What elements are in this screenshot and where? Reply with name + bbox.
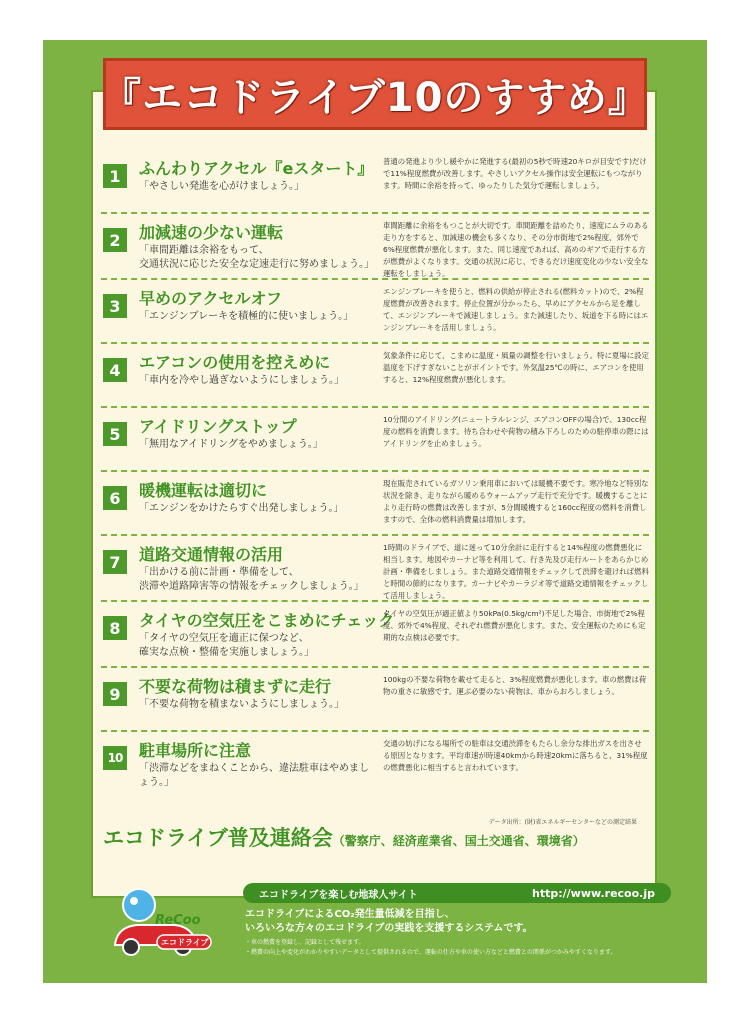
footer-note-1: ・車の燃費を登録し、記録として残せます。 xyxy=(245,939,365,946)
item-description: 交通の妨げになる場所での駐車は交通渋滞をもたらし余分な排出ガスを出させる原因となります。平均車速が時速40kmから時速20kmに落ちると、31%程度の燃費悪化に相当すると言われています。 xyxy=(383,739,648,772)
item-number: 3 xyxy=(103,294,127,318)
item-number: 10 xyxy=(103,746,127,770)
item-subtitle: 「タイヤの空気圧を適正に保つなど、 確実な点検・整備を実施しましょう。」 xyxy=(139,633,314,658)
site-banner[interactable] xyxy=(243,883,671,903)
footer-note-2: ・燃費の向上や変化がわかりやすいデータとして提供されるので、運転の仕方や車の使い方などと燃費との関係がつかみやすくなります。 xyxy=(245,949,617,956)
council-members: （警察庁、経済産業省、国土交通省、環境省） xyxy=(332,834,585,848)
footer-notes xyxy=(245,938,665,958)
recoo-logo xyxy=(101,883,221,963)
footer-line-1: エコドライブによるCO₂発生量低減を目指し、 xyxy=(245,909,455,920)
data-source-note: データ出所：(財)省エネルギーセンターなどの測定結果 xyxy=(488,819,637,826)
item-heading: 加減速の少ない運転 xyxy=(139,223,284,242)
item-heading: タイヤの空気圧をこまめにチェック xyxy=(139,611,395,630)
item-number: 6 xyxy=(103,486,127,510)
list-item xyxy=(101,408,649,472)
item-heading: アイドリングストップ xyxy=(139,417,297,436)
item-subtitle: 「車内を冷やし過ぎないようにしましょう。」 xyxy=(139,375,344,386)
item-description: エンジンブレーキを使うと、燃料の供給が停止される(燃料カット)ので、2%程度燃費が改善されます。停止位置が分かったら、早めにアクセルから足を離して、エンジンブレーキで減速しましょう。また減速したり、坂道を下る時にはエンジンブレーキを活用しましょう。 xyxy=(383,287,649,332)
item-description: 車間距離に余裕をもつことが大切です。車間距離を詰めたり、速度にムラのある走り方をすると、加減速の機会も多くなり、その分市街地で2%程度、郊外で6%程度燃費が悪化します。また、同じ速度であれば、高めのギアで走行する方が燃費がよくなります。交通の状況に応じ、できるだけ速度変化の少ない安全な運転をしましょう。 xyxy=(383,221,649,278)
item-subtitle: 「渋滞などをまねくことから、違法駐車はやめましょう。」 xyxy=(139,763,369,788)
item-subtitle: 「無用なアイドリングをやめましょう。」 xyxy=(139,439,323,450)
item-description: 現在販売されているガソリン乗用車においては暖機不要です。寒冷地など特別な状況を除き、走りながら暖めるウォームアップ走行で充分です。暖機することにより走行時の燃費は改善しますが、5分間暖機すると160cc程度の燃料を消費しますので、全体の燃料消費量は増加します。 xyxy=(383,479,649,524)
footer-description xyxy=(245,908,665,936)
item-heading: 暖機運転は適切に xyxy=(139,481,268,500)
list-item xyxy=(101,344,649,408)
list-item xyxy=(101,214,649,280)
item-subtitle: 「不要な荷物を積まないようにしましょう。」 xyxy=(139,699,344,710)
item-number: 2 xyxy=(103,228,127,252)
item-number: 4 xyxy=(103,358,127,382)
item-number: 9 xyxy=(103,682,127,706)
site-label: エコドライブを楽しむ地球人サイト xyxy=(259,889,418,901)
footer-line-2: いろいろな方々のエコドライブの実践を支援するシステムです。 xyxy=(245,923,533,934)
tips-list xyxy=(101,150,649,796)
item-number: 7 xyxy=(103,550,127,574)
list-item xyxy=(101,536,649,602)
item-description: 普通の発進より少し緩やかに発進する(最初の5秒で時速20キロが目安です)だけで11%程度燃費が改善します。やさしいアクセル操作は安全運転にもつながります。時間に余裕を持って、ゆったりした気分で運転しましょう。 xyxy=(383,157,647,190)
item-heading: 早めのアクセルオフ xyxy=(139,289,283,308)
item-heading: 不要な荷物は積まずに走行 xyxy=(139,677,332,696)
item-number: 5 xyxy=(103,422,127,446)
item-description: 100kgの不要な荷物を載せて走ると、3%程度燃費が悪化します。車の燃費は荷物の重さに敏感です。運ぶ必要のない荷物は、車からおろしましょう。 xyxy=(383,675,647,696)
item-subtitle: 「エンジンをかけたらすぐ出発しましょう。」 xyxy=(139,503,344,514)
item-heading: ふんわりアクセル『eスタート』 xyxy=(139,159,374,178)
item-description: 1時間のドライブで、道に迷って10分余計に走行すると14%程度の燃費悪化に相当します。地図やカーナビ等を利用して、行き先及び走行ルートをあらかじめ計画・準備をしましょう。また道路交通情報をチェックして渋滞を避ければ燃料と時間の節約になります。カーナビやカーラジオ等で道路交通情報をチェックして活用しましょう。 xyxy=(383,543,649,600)
item-subtitle: 「エンジンブレーキを積極的に使いましょう。」 xyxy=(139,311,354,322)
item-subtitle: 「車間距離は余裕をもって、 交通状況に応じた安全な定速走行に努めましょう。」 xyxy=(139,245,374,270)
council-name xyxy=(103,822,653,852)
list-item xyxy=(101,280,649,344)
item-number: 1 xyxy=(103,164,127,188)
title-banner xyxy=(103,58,647,130)
logo-tagline: エコドライブ xyxy=(161,938,209,947)
list-item xyxy=(101,472,649,536)
list-item xyxy=(101,732,649,796)
logo-brand: ReCoo xyxy=(155,913,201,928)
list-item xyxy=(101,602,649,668)
item-heading: 駐車場所に注意 xyxy=(139,741,252,760)
item-subtitle: 「出かける前に計画・準備をして、 渋滞や道路障害等の情報をチェックしましょう。」 xyxy=(139,567,364,592)
item-description: 10分間のアイドリング(ニュートラルレンジ、エアコンOFFの場合)で、130cc程度の燃料を消費します。待ち合わせや荷物の積み下ろしのための駐停車の際にはアイドリングを止めましょう。 xyxy=(383,415,649,448)
item-heading: エアコンの使用を控えめに xyxy=(139,353,331,372)
poster xyxy=(43,40,707,983)
list-item xyxy=(101,668,649,732)
item-description: タイヤの空気圧が適正値より50kPa(0.5kg/cm²)不足した場合、市街地で2%程度、郊外で4%程度、それぞれ燃費が悪化します。また、安全運転のためにも定期的な点検は必要です。 xyxy=(383,609,646,642)
item-number: 8 xyxy=(103,616,127,640)
site-url-link[interactable]: http://www.recoo.jp xyxy=(532,886,655,900)
item-subtitle: 「やさしい発進を心がけましょう。」 xyxy=(139,181,304,192)
item-heading: 道路交通情報の活用 xyxy=(139,545,284,564)
list-item xyxy=(101,150,649,214)
council-title: エコドライブ普及連絡会 xyxy=(103,826,333,850)
page-title: 『エコドライブ10のすすめ』 xyxy=(101,74,649,121)
item-description: 気象条件に応じて、こまめに温度・風量の調整を行いましょう。特に夏場に設定温度を下げすぎないことがポイントです。外気温25℃の時に、エアコンを使用すると、12%程度燃費が悪化します。 xyxy=(383,351,649,384)
